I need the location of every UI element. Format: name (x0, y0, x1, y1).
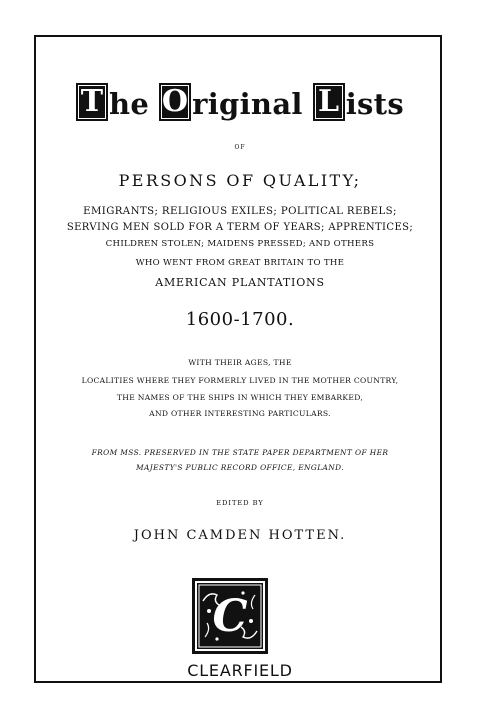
date-range: 1600-1700. (185, 309, 295, 330)
subtitle-line-5: AMERICAN PLANTATIONS (155, 276, 325, 289)
publisher-logo-graphic (195, 581, 265, 651)
subtitle-line-4: WHO WENT FROM GREAT BRITAIN TO THE (135, 258, 345, 268)
title-word-rest: he (109, 87, 150, 121)
ornate-c-monogram-icon (192, 578, 268, 654)
description-line-3: THE NAMES OF THE SHIPS IN WHICH THEY EMBARKED, (116, 393, 364, 402)
subtitle-main: PERSONS OF QUALITY; (118, 171, 362, 190)
description-line-2: LOCALITIES WHERE THEY FORMERLY LIVED IN THE MOTHER COUNTRY, (81, 376, 399, 385)
source-line-2: MAJESTY'S PUBLIC RECORD OFFICE, ENGLAND. (136, 463, 344, 472)
publisher-name: CLEARFIELD (187, 661, 293, 680)
editor-name: JOHN CAMDEN HOTTEN. (133, 528, 347, 543)
title-word-original (159, 83, 303, 121)
edited-by-label: EDITED BY (216, 499, 264, 507)
subtitle-of: OF (234, 144, 246, 151)
title-word-rest: riginal (192, 87, 303, 121)
description-line-1: WITH THEIR AGES, THE (188, 358, 292, 367)
logo-letter: C (212, 591, 248, 642)
decorated-initial-t: T (76, 83, 108, 121)
source-line-1: FROM MSS. PRESERVED IN THE STATE PAPER DEPARTMENT OF HER (91, 448, 389, 457)
title-page-frame (34, 35, 442, 683)
title-word-the (76, 83, 149, 121)
book-title (54, 75, 426, 121)
title-word-lists (313, 83, 404, 121)
title-word-rest: ists (345, 87, 404, 121)
subtitle-line-2: SERVING MEN SOLD FOR A TERM OF YEARS; APPRENTICES; (66, 222, 414, 233)
description-line-4: AND OTHER INTERESTING PARTICULARS. (149, 409, 331, 418)
subtitle-line-3: CHILDREN STOLEN; MAIDENS PRESSED; AND OTHERS (105, 239, 375, 249)
decorated-initial-l: L (313, 83, 345, 121)
decorated-initial-o: O (159, 83, 191, 121)
subtitle-line-1: EMIGRANTS; RELIGIOUS EXILES; POLITICAL REBELS; (83, 206, 397, 217)
